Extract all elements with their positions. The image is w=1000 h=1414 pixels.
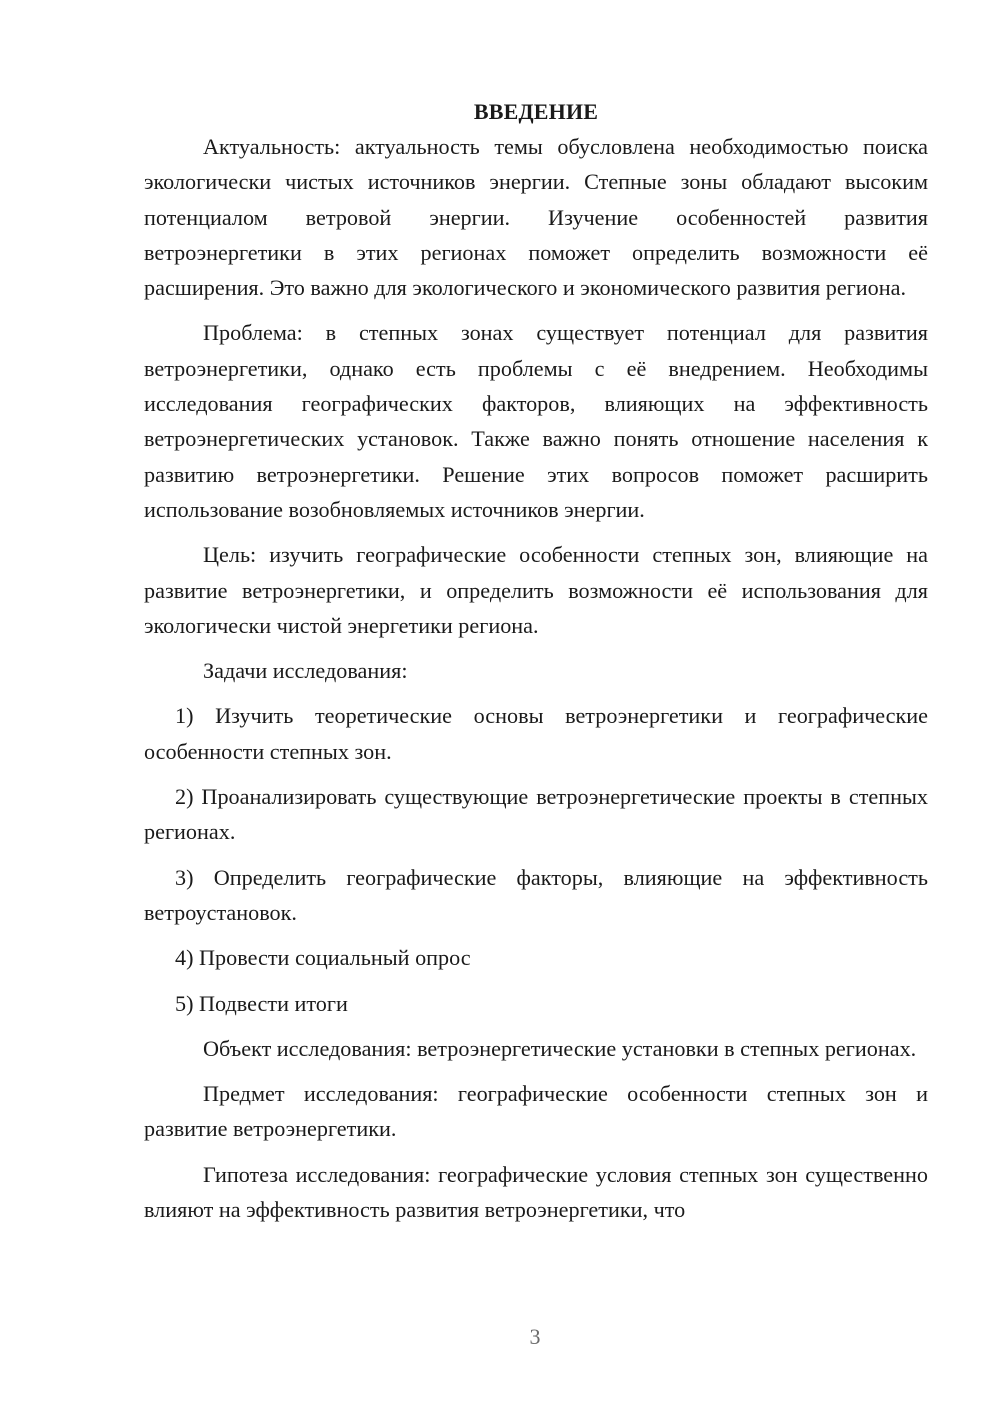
relevance-paragraph: Актуальность: актуальность темы обусловлена необходимостью поиска экологически чистых источников энергии. Степные зоны обладают высоким потенциалом ветровой энергии. Изучение особенностей развития ветроэнергетики в этих регионах поможет определить возможности её расширения. Это важно для экологического и экономического развития региона. [144, 134, 928, 301]
page-title: ВВЕДЕНИЕ [473, 99, 599, 124]
object-paragraph: Объект исследования: ветроэнергетические установки в степных регионах. [203, 1035, 917, 1061]
task-item-2: 2) Проанализировать существующие ветроэнергетические проекты в степных регионах. [144, 784, 928, 845]
page-body [144, 94, 928, 1237]
subject-paragraph: Предмет исследования: географические особенности степных зон и развитие ветроэнергетики. [144, 1081, 928, 1142]
task-item-4: 4) Провести социальный опрос [175, 945, 471, 971]
tasks-heading: Задачи исследования: [203, 658, 408, 684]
task-item-5: 5) Подвести итоги [175, 990, 348, 1016]
task-item-3: 3) Определить географические факторы, влияющие на эффективность ветроустановок. [144, 864, 928, 925]
task-item-1: 1) Изучить теоретические основы ветроэнергетики и географические особенности степных зон. [144, 703, 928, 764]
goal-paragraph: Цель: изучить географические особенности степных зон, влияющие на развитие ветроэнергетики, и определить возможности её использования для экологически чистой энергетики региона. [144, 542, 928, 638]
problem-paragraph: Проблема: в степных зонах существует потенциал для развития ветроэнергетики, однако есть проблемы с её внедрением. Необходимы исследования географических факторов, влияющих на эффективность ветроэнергетических установок. Также важно понять отношение населения к развитию ветроэнергетики. Решение этих вопросов поможет расширить использование возобновляемых источников энергии. [144, 320, 928, 522]
hypothesis-paragraph: Гипотеза исследования: географические условия степных зон существенно влияют на эффективность развития ветроэнергетики, что [144, 1161, 928, 1223]
page-number: 3 [529, 1324, 541, 1349]
